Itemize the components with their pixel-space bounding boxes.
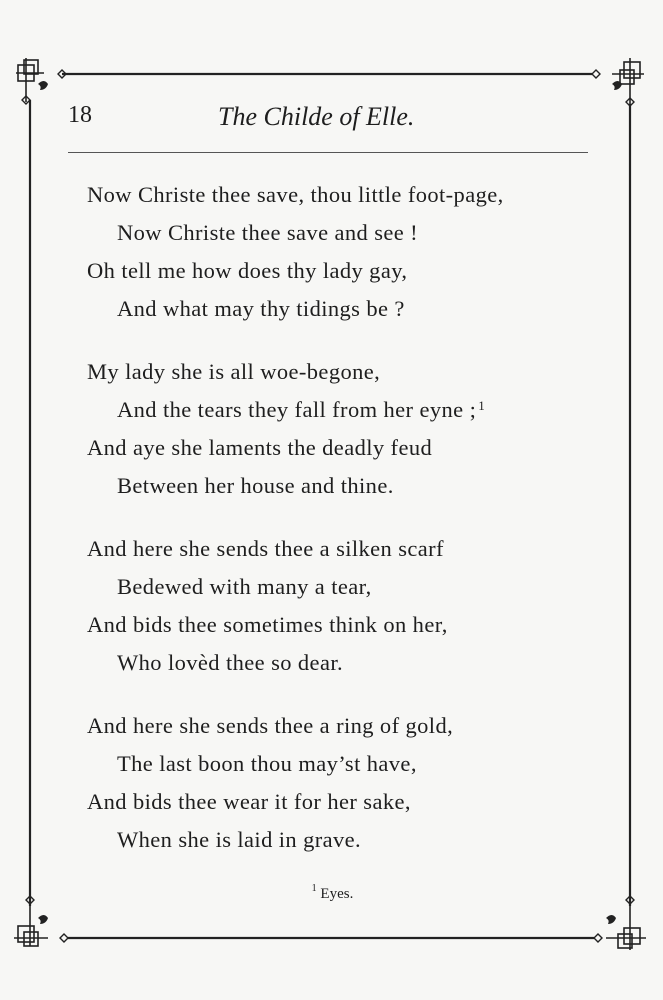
verse-line: Between her house and thine. xyxy=(117,473,394,498)
stanza xyxy=(87,176,587,328)
verse-line: And what may thy tidings be ? xyxy=(117,296,405,321)
verse-line-text: And the tears they fall from her eyne ; xyxy=(117,397,477,422)
verse-line: My lady she is all woe-begone, xyxy=(87,359,381,384)
verse-line: And aye she laments the deadly feud xyxy=(87,435,433,460)
header-rule xyxy=(68,152,588,153)
footnote-text: Eyes. xyxy=(320,886,354,902)
verse-line: Now Christe thee save and see ! xyxy=(117,220,419,245)
verse-line: Oh tell me how does thy lady gay, xyxy=(87,258,408,283)
running-title: The Childe of Elle. xyxy=(218,102,415,131)
corner-ornament-top-left xyxy=(16,58,66,104)
verse-line: Bedewed with many a tear, xyxy=(117,574,372,599)
footnote xyxy=(0,883,663,903)
verse-line: And here she sends thee a silken scarf xyxy=(87,536,444,561)
poem-body xyxy=(87,176,587,884)
page-number: 18 xyxy=(68,102,92,128)
verse-line: Who lovèd thee so dear. xyxy=(117,650,344,675)
footnote-marker: 1 xyxy=(311,883,317,894)
verse-line: And bids thee wear it for her sake, xyxy=(87,789,411,814)
corner-ornament-top-right xyxy=(592,58,644,106)
stanza xyxy=(87,353,587,505)
page-header xyxy=(68,102,590,136)
corner-ornament-bottom-right xyxy=(594,896,646,950)
corner-ornament-bottom-left xyxy=(14,896,68,946)
verse-line: The last boon thou may’st have, xyxy=(117,751,417,776)
verse-line: Now Christe thee save, thou little foot-page, xyxy=(87,182,504,207)
verse-line: When she is laid in grave. xyxy=(117,827,362,852)
footnote-reference: 1 xyxy=(478,398,486,413)
verse-line: And here she sends thee a ring of gold, xyxy=(87,713,454,738)
verse-line-with-note xyxy=(87,391,587,429)
stanza xyxy=(87,707,587,859)
stanza xyxy=(87,530,587,682)
verse-line: And bids thee sometimes think on her, xyxy=(87,612,448,637)
